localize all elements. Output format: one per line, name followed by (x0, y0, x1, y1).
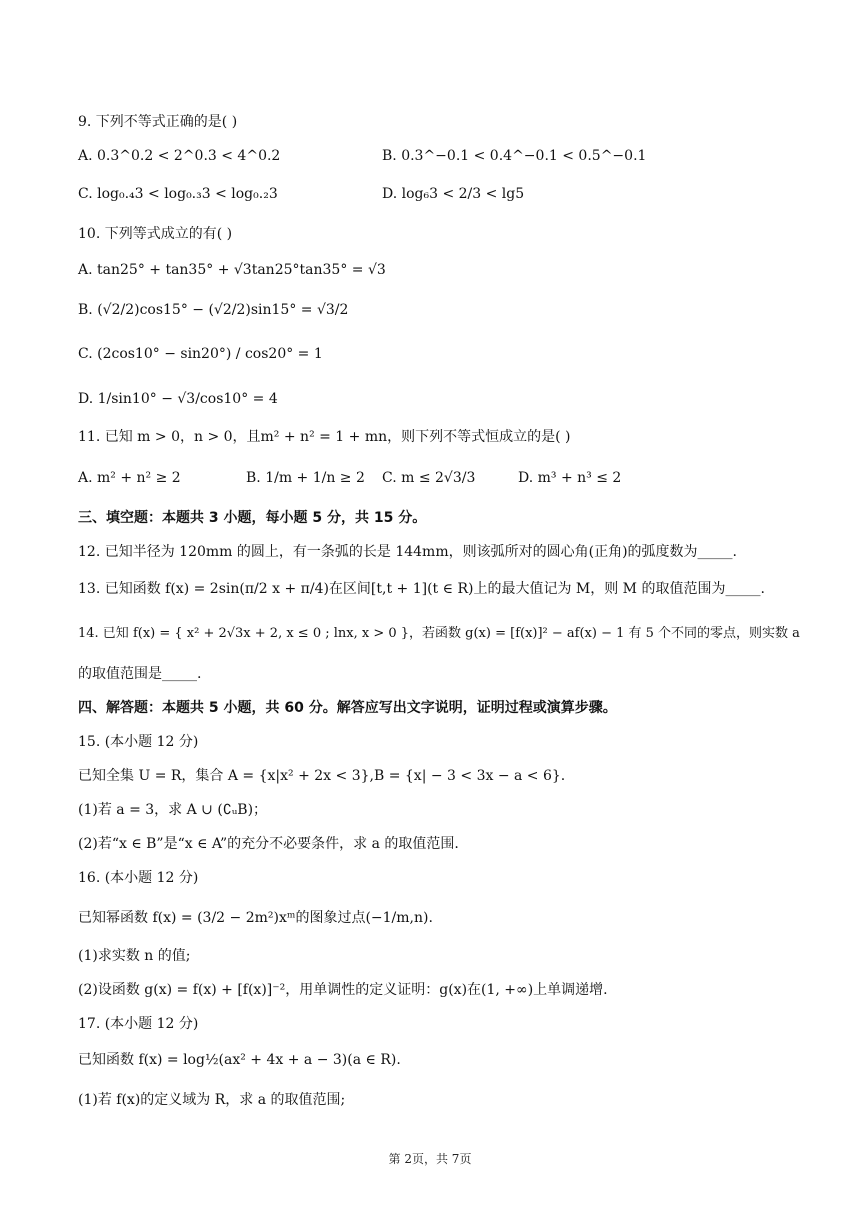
q11-stem: 11. 已知 m > 0，n > 0，且m² + n² = 1 + mn，则下列不等式恒成立的是( ) (78, 429, 571, 445)
q14-line2: 的取值范围是_____. (78, 666, 202, 682)
q13-text: 13. 已知函数 f(x) = 2sin(π/2 x + π/4)在区间[t,t + 1](t ∈ R)上的最大值记为 M，则 M 的取值范围为_____. (78, 581, 765, 597)
q16-header: 16. (本小题 12 分) (78, 870, 199, 886)
q17-header: 17. (本小题 12 分) (78, 1016, 199, 1032)
q17-stem: 已知函数 f(x) = log½(ax² + 4x + a − 3)(a ∈ R). (78, 1052, 401, 1068)
q16-part2: (2)设函数 g(x) = f(x) + [f(x)]⁻²，用单调性的定义证明：g(x)在(1, +∞)上单调递增. (78, 982, 608, 998)
q15-stem: 已知全集 U = R，集合 A = {x|x² + 2x < 3},B = {x| − 3 < 3x − a < 6}. (78, 768, 566, 784)
q11-option-d: D. m³ + n³ ≤ 2 (518, 470, 622, 486)
q9-option-a: A. 0.3^0.2 < 2^0.3 < 4^0.2 (78, 148, 281, 164)
q10-option-d: D. 1/sin10° − √3/cos10° = 4 (78, 391, 278, 407)
section-3-title: 三、填空题：本题共 3 小题，每小题 5 分，共 15 分。 (78, 510, 427, 526)
q15-part1: (1)若 a = 3，求 A ∪ (∁ᵤB)； (78, 802, 268, 818)
q10-option-c: C. (2cos10° − sin20°) / cos20° = 1 (78, 346, 323, 362)
q9-option-b: B. 0.3^−0.1 < 0.4^−0.1 < 0.5^−0.1 (382, 148, 647, 164)
section-4-title: 四、解答题：本题共 5 小题，共 60 分。解答应写出文字说明，证明过程或演算步骤。 (78, 700, 617, 716)
q17-part1: (1)若 f(x)的定义域为 R，求 a 的取值范围; (78, 1092, 346, 1108)
q16-part1: (1)求实数 n 的值; (78, 948, 191, 964)
q9-option-c: C. log₀.₄3 < log₀.₃3 < log₀.₂3 (78, 186, 278, 202)
q11-option-c: C. m ≤ 2√3/3 (382, 470, 476, 486)
q10-option-b: B. (√2/2)cos15° − (√2/2)sin15° = √3/2 (78, 302, 349, 318)
q11-option-a: A. m² + n² ≥ 2 (78, 470, 181, 486)
q15-header: 15. (本小题 12 分) (78, 734, 199, 750)
page-footer: 第 2页，共 7页 (388, 1152, 472, 1166)
q10-stem: 10. 下列等式成立的有( ) (78, 226, 233, 242)
q9-stem: 9. 下列不等式正确的是( ) (78, 114, 238, 130)
q14-line1: 14. 已知 f(x) = { x² + 2√3x + 2, x ≤ 0 ; lnx, x > 0 }，若函数 g(x) = [f(x)]² − af(x) − 1 有 5 个不同的零点，则实数 a (78, 626, 800, 641)
q12-text: 12. 已知半径为 120mm 的圆上，有一条弧的长是 144mm，则该弧所对的圆心角(正角)的弧度数为_____. (78, 544, 737, 560)
q15-part2: (2)若“x ∈ B”是“x ∈ A”的充分不必要条件，求 a 的取值范围. (78, 836, 459, 852)
q11-option-b: B. 1/m + 1/n ≥ 2 (246, 470, 365, 486)
q10-option-a: A. tan25° + tan35° + √3tan25°tan35° = √3 (78, 262, 386, 278)
q9-option-d: D. log₆3 < 2/3 < lg5 (382, 186, 525, 202)
q16-stem: 已知幂函数 f(x) = (3/2 − 2m²)xᵐ的图象过点(−1/m,n). (78, 910, 433, 926)
